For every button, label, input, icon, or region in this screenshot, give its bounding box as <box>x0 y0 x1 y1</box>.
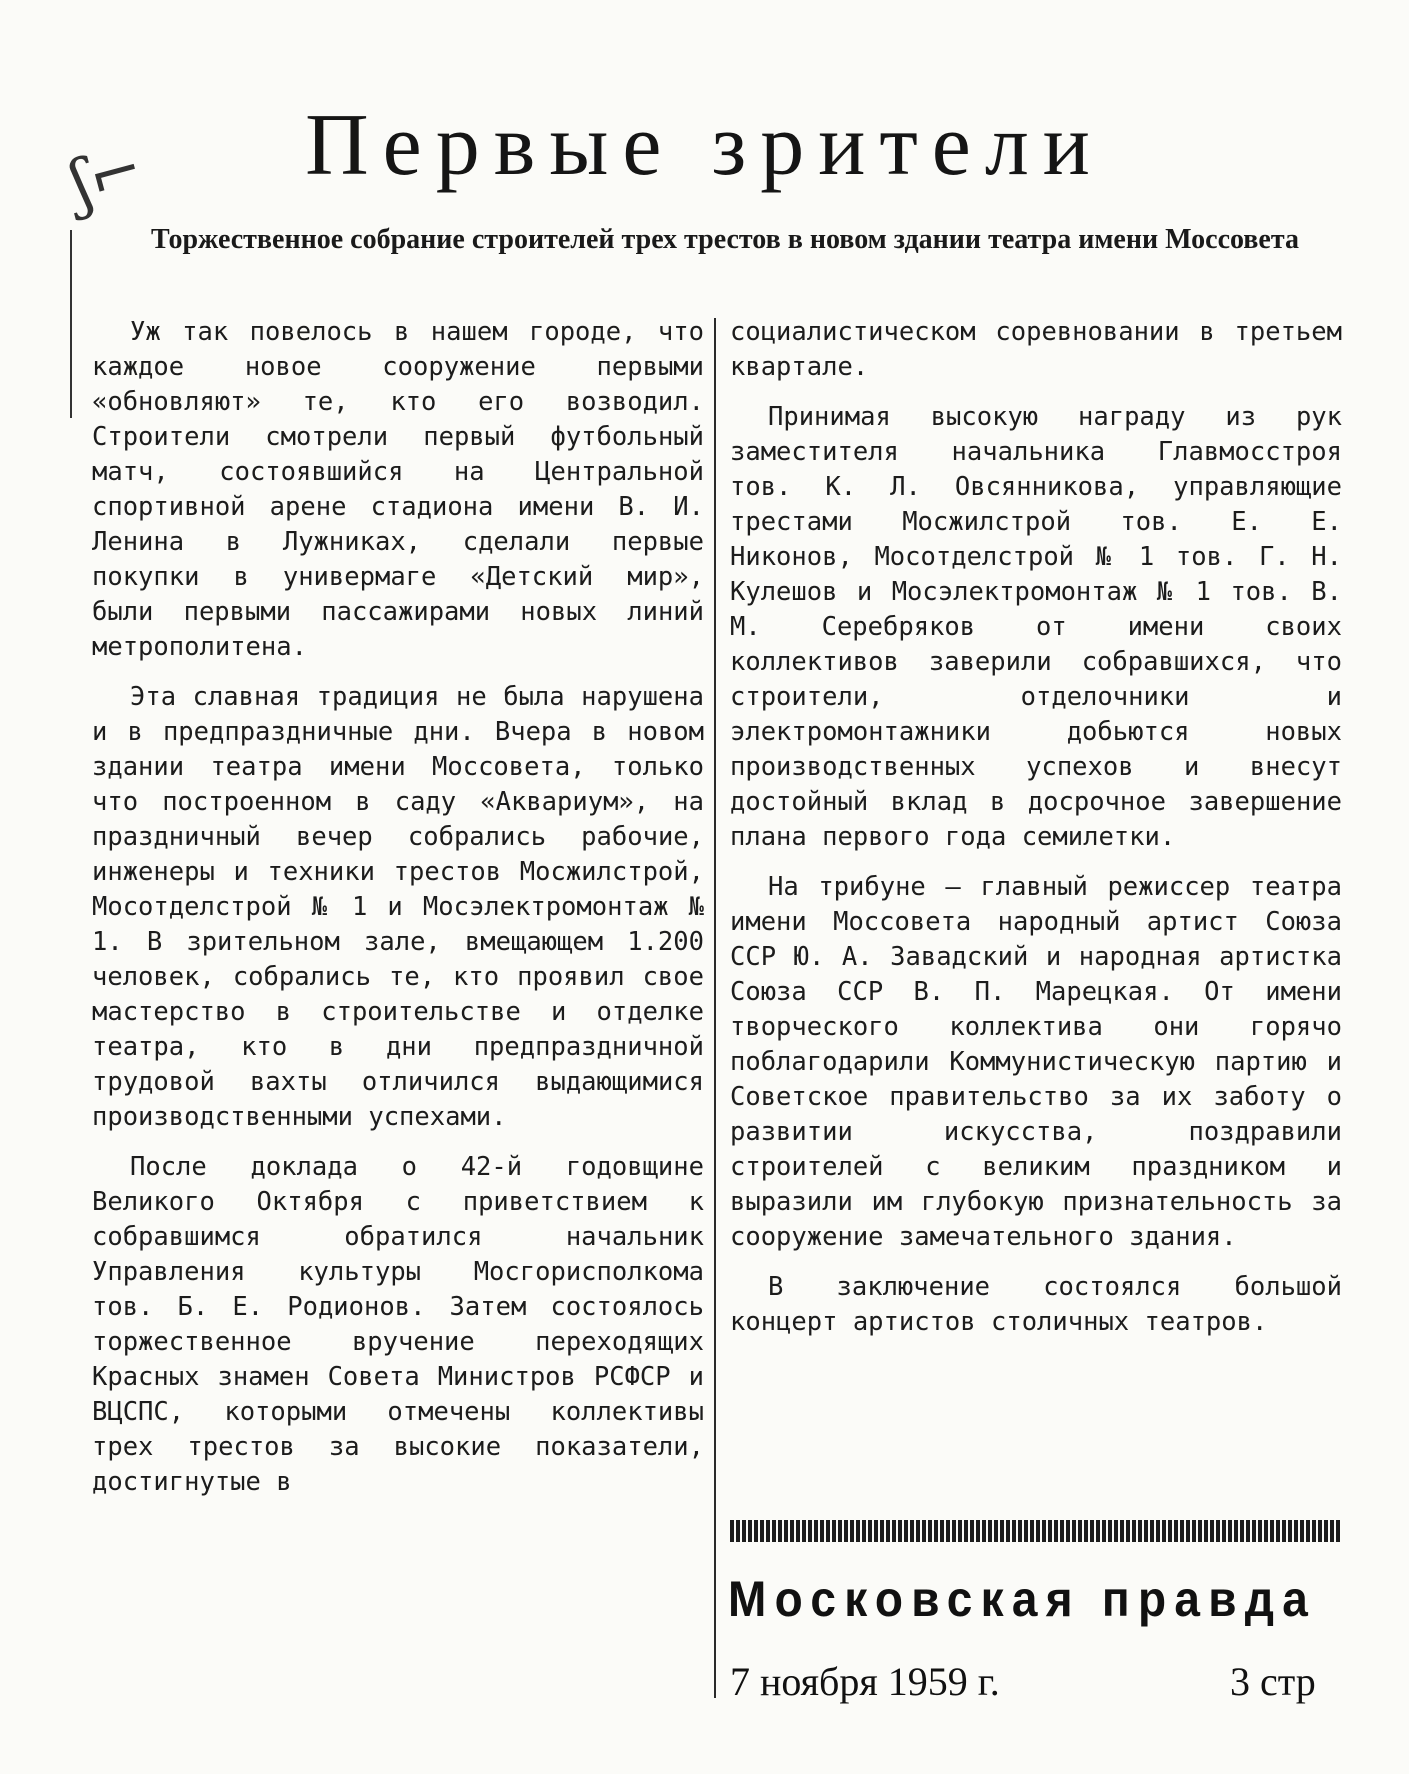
article-title: Первые зрители <box>305 97 1104 194</box>
paragraph: Уж так повелось в нашем городе, что каждое новое сооружение первыми «обновляют» те, кто его возводил. Строители смотрели первый футбольный матч, состоявшийся на Центральной спортивной арене стадиона имени В. И. Ленина в Лужниках, сделали первые покупки в универмаге «Детский мир», были первыми пассажирами новых линий метрополитена. <box>92 317 704 662</box>
page-number: 3 стр <box>1230 1659 1316 1704</box>
paragraph: В заключение состоялся большой концерт артистов столичных театров. <box>730 1272 1342 1337</box>
handwritten-margin-mark: ʃ⌐ <box>63 132 152 222</box>
right-column <box>730 315 1342 1355</box>
paragraph: После доклада о 42-й годовщине Великого Октября с приветствием к собравшимся обратился начальник Управления культуры Мосгорисполкома тов. Б. Е. Родионов. Затем состоялось торжественное вручение переходящих Красных знамен Совета Министров РСФСР и ВЦСПС, которыми отмечены коллективы трех трестов за высокие показатели, достигнутые в <box>92 1152 704 1497</box>
margin-rule <box>70 230 72 418</box>
left-column <box>92 315 704 1515</box>
decorative-rule <box>730 1520 1342 1542</box>
column-divider <box>714 318 716 1698</box>
paragraph: Принимая высокую награду из рук заместителя начальника Главмосстроя тов. К. Л. Овсянникова, управляющие трестами Мосжилстрой тов. Е. Е. Никонов, Мосотделстрой № 1 тов. Г. Н. Кулешов и Мосэлектромонтаж № 1 тов. В. М. Серебряков от имени своих коллективов заверили собравшихся, что строители, отделочники и электромонтажники добьются новых производственных успехов и внесут достойный вклад в досрочное завершение плана первого года семилетки. <box>730 402 1342 852</box>
paragraph-continuation: социалистическом соревновании в третьем квартале. <box>730 317 1342 382</box>
paragraph: Эта славная традиция не была нарушена и в предпраздничные дни. Вчера в новом здании театра имени Моссовета, только что построенном в саду «Аквариум», на праздничный вечер собрались рабочие, инженеры и техники трестов Мосжилстрой, Мосотделстрой № 1 и Мосэлектромонтаж № 1. В зрительном зале, вмещающем 1.200 человек, собрались те, кто проявил свое мастерство в строительстве и отделке театра, кто в дни предпраздничной трудовой вахты отличился выдающимися производственными успехами. <box>92 682 704 1132</box>
publication-date: 7 ноября 1959 г. <box>730 1659 1000 1704</box>
article-subtitle: Торжественное собрание строителей трех трестов в новом здании театра имени Моссовета <box>151 224 1299 255</box>
paragraph: На трибуне — главный режиссер театра имени Моссовета народный артист Союза ССР Ю. А. Завадский и народная артистка Союза ССР В. П. Марецкая. От имени творческого коллектива они горячо поблагодарили Коммунистическую партию и Советское правительство за их заботу о развитии искусства, поздравили строителей с великим праздником и выразили им глубокую признательность за сооружение замечательного здания. <box>730 872 1342 1252</box>
newspaper-name: Московская правда <box>728 1571 1317 1627</box>
